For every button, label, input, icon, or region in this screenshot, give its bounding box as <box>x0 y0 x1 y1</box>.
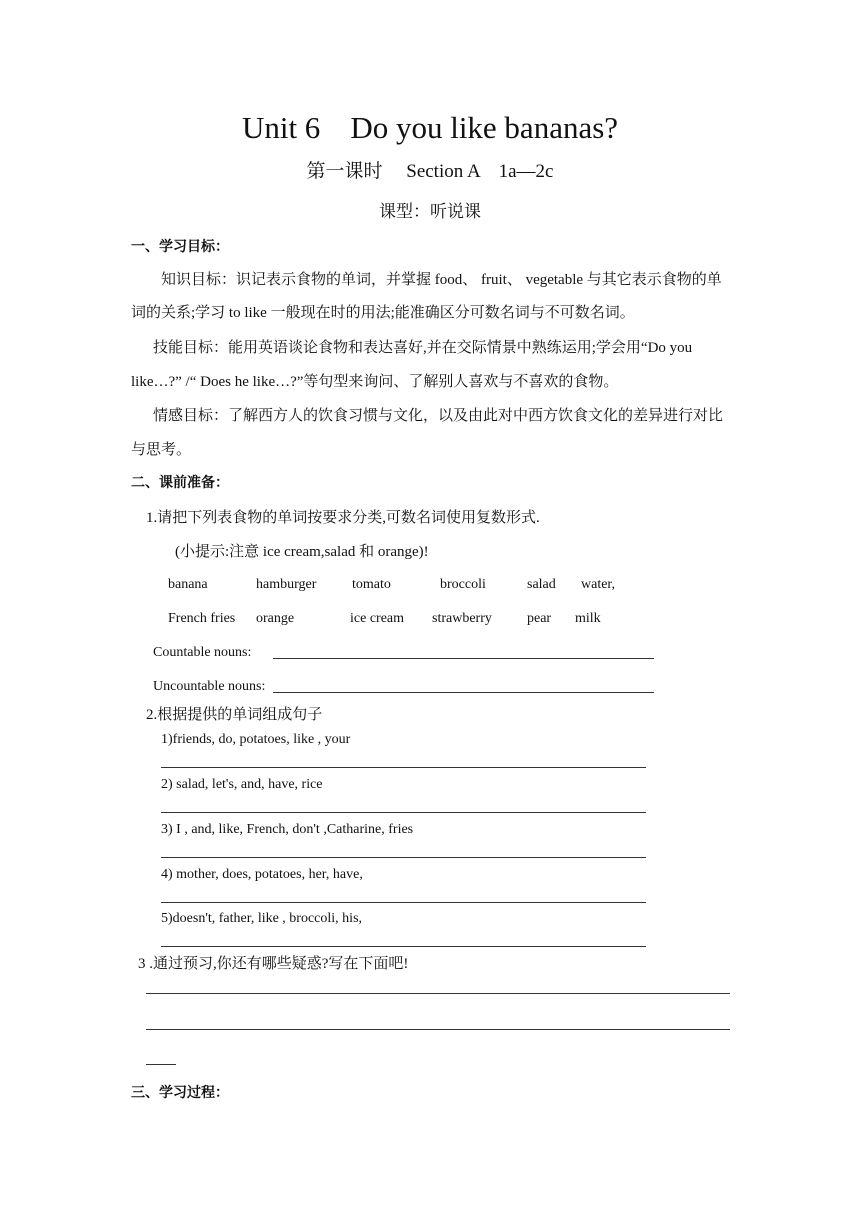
knowledge-goal <box>131 269 731 291</box>
skill-goal-line1: 技能目标：能用英语谈论食物和表达喜好,并在交际情景中熟练运用;学会用“Do you <box>153 340 693 356</box>
word-item: hamburger <box>256 577 317 592</box>
task1-instruction: 1.请把下列表食物的单词按要求分类,可数名词使用复数形式. <box>146 510 540 526</box>
task2-instruction: 2.根据提供的单词组成句子 <box>146 707 323 723</box>
word-item: water, <box>581 577 616 592</box>
task2-item-1: 1)friends, do, potatoes, like , your <box>161 732 351 747</box>
word-item: salad <box>527 577 556 592</box>
task2-answer-line-3[interactable] <box>161 857 646 858</box>
word-item: ice cream <box>350 611 405 626</box>
word-item: orange <box>256 611 295 626</box>
task2-item-5: 5)doesn't, father, like , broccoli, his, <box>161 911 363 926</box>
word-item: banana <box>168 577 208 592</box>
knowledge-goal-line1: 知识目标：识记表示食物的单词，并掌握 food、 fruit、 vegetable 与其它表示食物的单 <box>161 272 722 288</box>
task1-hint: (小提示:注意 ice cream,salad 和 orange)! <box>175 544 429 560</box>
knowledge-goal-line2: 词的关系;学习 to like 一般现在时的用法;能准确区分可数名词与不可数名词。 <box>131 305 635 321</box>
word-item: pear <box>527 611 552 626</box>
word-item: strawberry <box>432 611 492 626</box>
word-item: French fries <box>168 611 236 626</box>
task2-item-2: 2) salad, let's, and, have, rice <box>161 777 323 792</box>
task3-instruction: 3 .通过预习,你还有哪些疑惑?写在下面吧! <box>138 956 409 972</box>
task3-answer-line-1[interactable] <box>146 993 730 994</box>
emotion-goal-line1: 情感目标：了解西方人的饮食习惯与文化，以及由此对中西方饮食文化的差异进行对比 <box>153 408 724 424</box>
task3-answer-line-2[interactable] <box>146 1029 730 1030</box>
lesson-subtitle: 第一课时 Section A 1a—2c <box>306 161 554 182</box>
section1-heading: 一、学习目标： <box>131 239 229 255</box>
page-title <box>0 108 860 148</box>
word-item: milk <box>575 611 601 626</box>
unit-number: Unit 6 <box>241 110 321 145</box>
word-item: broccoli <box>440 577 486 592</box>
lesson-type: 课型：听说课 <box>379 202 481 221</box>
countable-nouns-answer-line[interactable] <box>273 658 654 659</box>
task2-answer-line-4[interactable] <box>161 902 646 903</box>
skill-goal-line2: like…?” /“ Does he like…?”等句型来询问、了解别人喜欢与不喜欢的食物。 <box>131 374 619 390</box>
uncountable-nouns-answer-line[interactable] <box>273 692 654 693</box>
emotion-goal-line2: 与思考。 <box>131 442 192 458</box>
task3-answer-line-3[interactable] <box>146 1064 176 1065</box>
section3-heading: 三、学习过程： <box>131 1085 229 1101</box>
section2-heading: 二、课前准备： <box>131 475 229 491</box>
task2-item-4: 4) mother, does, potatoes, her, have, <box>161 867 363 882</box>
countable-nouns-label: Countable nouns: <box>153 645 252 660</box>
task2-answer-line-1[interactable] <box>161 767 646 768</box>
unit-title: Do you like bananas? <box>350 110 619 145</box>
task2-answer-line-2[interactable] <box>161 812 646 813</box>
uncountable-nouns-label: Uncountable nouns: <box>153 679 266 694</box>
task2-answer-line-5[interactable] <box>161 946 646 947</box>
task2-item-3: 3) I , and, like, French, don't ,Catharine, fries <box>161 822 414 837</box>
word-item: tomato <box>352 577 391 592</box>
